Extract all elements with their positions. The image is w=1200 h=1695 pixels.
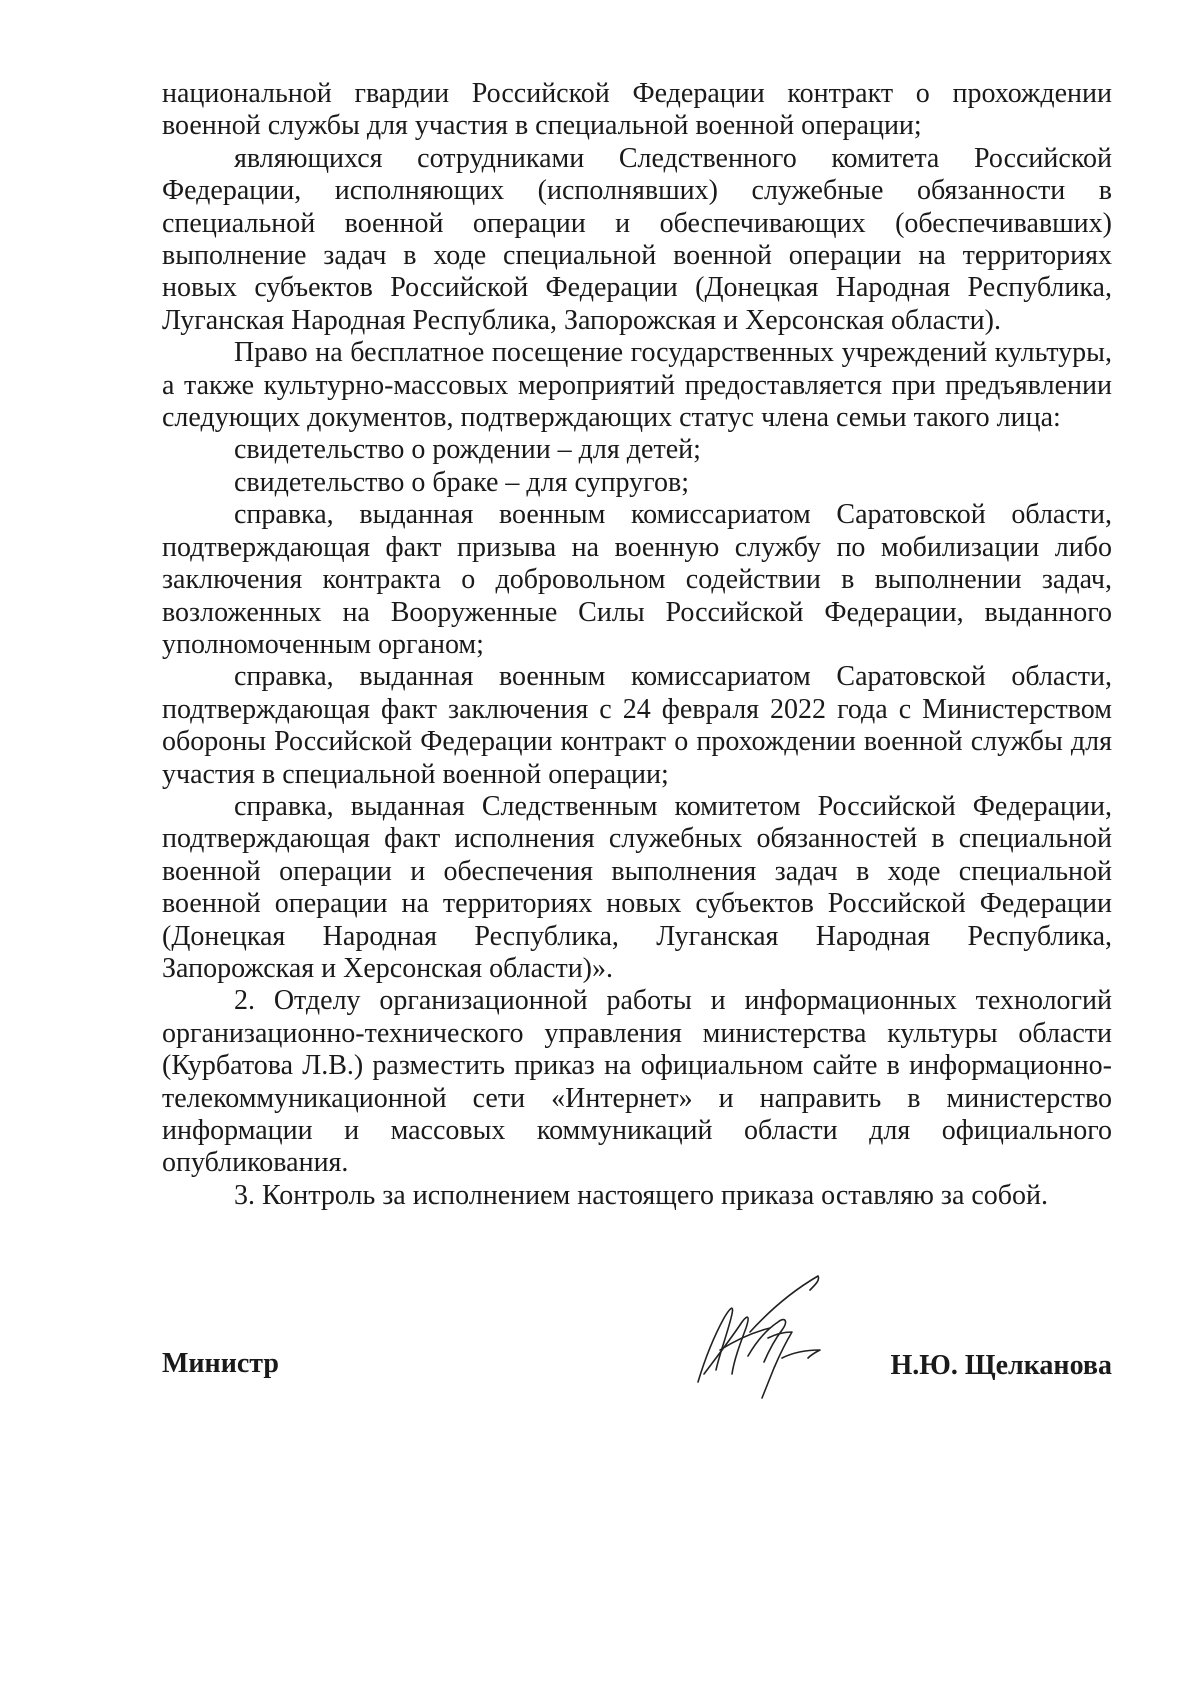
signature-block	[162, 1348, 1112, 1398]
paragraph-item-2-publication: 2. Отделу организационной работы и информационных технологий организационно-технического управления министерства культуры области (Курбатова Л.В.) разместить приказ на официальном сайте в информационно-телекоммуникационной сети «Интернет» и направить в министерство информации и массовых коммуникаций области для официального опубликования.	[162, 985, 1112, 1179]
paragraph-item-3-control: 3. Контроль за исполнением настоящего приказа оставляю за собой.	[234, 1179, 1049, 1211]
signatory-name: Н.Ю. Щелканова	[890, 1350, 1112, 1381]
list-item-contract-certificate: справка, выданная военным комиссариатом Саратовской области, подтверждающая факт заключения с 24 февраля 2022 года с Министерством обороны Российской Федерации контракт о прохождении военной службы для участия в специальной военной операции;	[162, 661, 1112, 790]
list-item-investigative-certificate: справка, выданная Следственным комитетом Российской Федерации, подтверждающая факт исполнения служебных обязанностей в специальной военной операции и обеспечения выполнения задач в ходе специальной военной операции на территориях новых субъектов Российской Федерации (Донецкая Народная Республика, Луганская Народная Республика, Запорожская и Херсонская области)».	[162, 790, 1112, 984]
paragraph-investigative-committee: являющихся сотрудниками Следственного комитета Российской Федерации, исполняющих (исполнявших) служебные обязанности в специальной военной операции и обеспечивающих (обеспечивавших) выполнение задач в ходе специальной военной операции на территориях новых субъектов Российской Федерации (Донецкая Народная Республика, Луганская Народная Республика, Запорожская и Херсонская области).	[162, 142, 1112, 336]
document-body	[162, 78, 1112, 1212]
signatory-title: Министр	[162, 1348, 279, 1379]
list-item-marriage-certificate: свидетельство о браке – для супругов;	[234, 466, 689, 498]
list-item-mobilization-certificate: справка, выданная военным комиссариатом Саратовской области, подтверждающая факт призыва на военную службу по мобилизации либо заключения контракта о добровольном содействии в выполнении задач, возложенных на Вооруженные Силы Российской Федерации, выданного уполномоченным органом;	[162, 499, 1112, 660]
paragraph-national-guard-continuation: национальной гвардии Российской Федерации контракт о прохождении военной службы для участия в специальной военной операции;	[162, 78, 1112, 142]
paragraph-free-visit-right: Право на бесплатное посещение государственных учреждений культуры, а также культурно-массовых мероприятий предоставляется при предъявлении следующих документов, подтверждающих статус члена семьи такого лица:	[162, 337, 1112, 434]
list-item-birth-certificate: свидетельство о рождении – для детей;	[234, 434, 701, 466]
